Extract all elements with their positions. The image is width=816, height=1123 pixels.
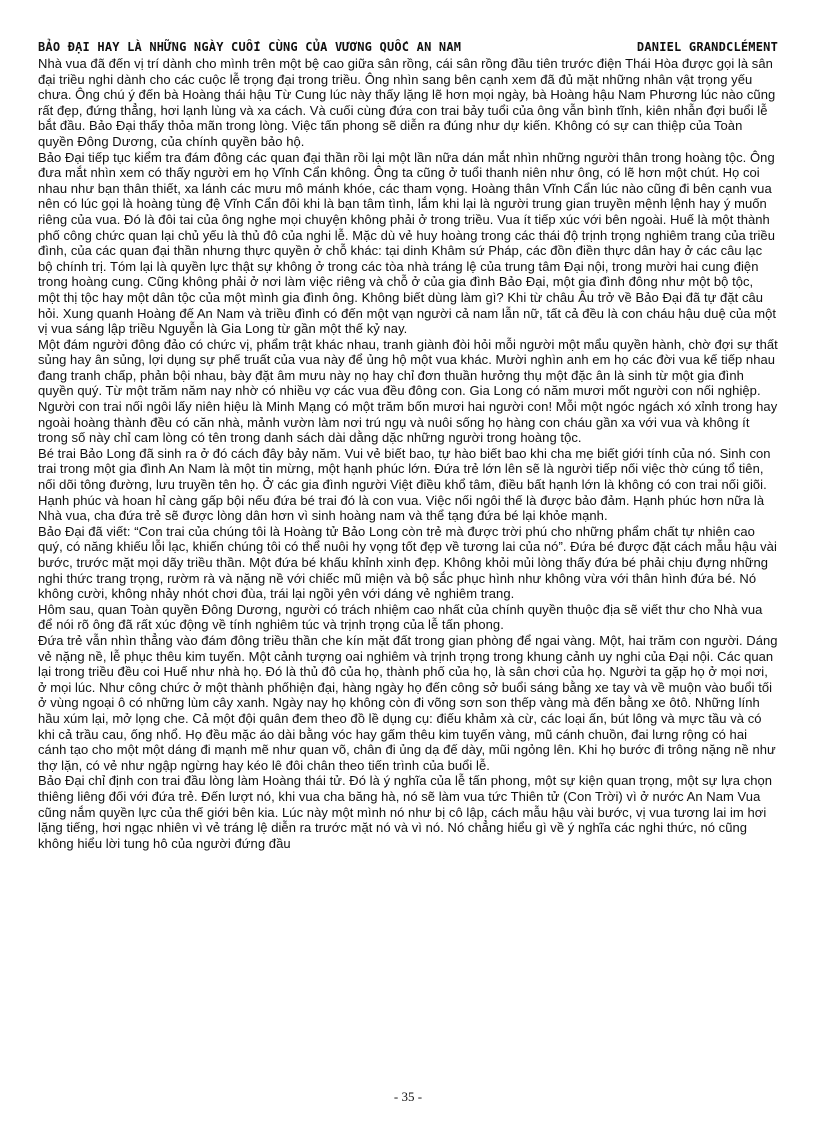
page-number: - 35 - — [393, 1089, 423, 1104]
document-page — [38, 40, 778, 1105]
header-author: DANIEL GRANDCLÉMENT — [636, 40, 778, 54]
running-header — [38, 40, 778, 55]
paragraph: Bảo Đại chỉ định con trai đầu lòng làm Hoàng thái tử. Đó là ý nghĩa của lễ tấn phong, một sự kiện quan trọng, một sự lựa chọn thiêng liêng đối với đứa trẻ. Đến lượt nó, khi vua cha băng hà, nó sẽ làm vua tức Thiên tử (Con Trời) vì ở nước An Nam Vua cũng nắm quyền lực của thế giới bên kia. Lúc này một mình nó như bị cô lập, cách mẫu hậu vài bước, vị vua tương lai im hơi lặng tiếng, hơi ngạc nhiên vì vẻ tráng lệ diễn ra trước mặt nó và vì nó. Nó chẳng hiểu gì về ý nghĩa các nghi thức, nó cũng không hiểu lời tung hô của người đứng đầu — [38, 773, 773, 851]
body-text — [38, 56, 778, 851]
paragraph: Một đám người đông đảo có chức vị, phẩm trật khác nhau, tranh giành đòi hỏi mỗi người một mẩu quyền hành, chờ đợi sự thất sủng hay ân sủng, lợi dụng sự phế truất của vua này để ủng hộ một vua khác. Mười nghìn anh em họ các đời vua kế tiếp nhau đang tranh chấp, phản bội nhau, bày đặt âm mưu này nọ hay chỉ đơn thuần hưởng thụ một đặc ân là sinh từ một gia đình quyền quý. Từ một trăm năm nay nhờ có nhiều vợ các vua đều đông con. Gia Long có năm mươi mốt người con nối nghiệp. Người con trai nối ngôi lấy niên hiệu là Minh Mạng có một trăm bốn mươi hai người con! Mỗi một ngóc ngách xó xỉnh trong hay ngoài hoàng thành đều có căn nhà, mảnh vườn làm nơi trú ngụ và nuôi sống họ hàng con cháu gần xa với vua và không ít trong số này chỉ cam lòng có tên trong danh sách dài dằng dặc những người trong hoàng tộc. — [38, 336, 778, 446]
paragraph: Bảo Đại tiếp tục kiểm tra đám đông các quan đại thần rồi lại một lần nữa dán mắt nhìn những người thân trong hoàng tộc. Ông đưa mắt nhìn xem có thấy người em họ Vĩnh Cẩn không. Ông ta cũng ở tuổi thanh niên như ông, có lẽ hơn một chút. Họ coi nhau như bạn thân thiết, xa lánh các mưu mô mánh khóe, các tham vọng. Hoàng thân Vĩnh Cẩn lúc nào cũng đi bên cạnh vua nên có lúc gọi là hoàng tùng đệ Vĩnh Cẩn đôi khi là bạn tâm tình, lắm khi lại là người trung gian truyền mệnh lệnh hay ý muốn riêng của vua. Đó là đôi tai của ông nghe mọi chuyện không phải ở trong triều. Vua ít tiếp xúc với bên ngoài. Huế là một thành phố công chức quan lại chủ yếu là thủ đô của nghi lễ. Mặc dù vẻ huy hoàng trong các thái độ trịnh trọng nghiêm trang của triều đình, của các quan đại thần nhưng thực quyền ở chỗ khác: tại dinh Khâm sứ Pháp, các đồn điền thực dân hay ở các câu lạc bộ chính trị. Tóm lại là quyền lực thật sự không ở trong các tòa nhà tráng lệ của trung tâm Đại nội, trong mười hai cung điện trong hoàng cung. Cũng không phải ở nơi làm việc riêng và chỗ ở của gia đình Bảo Đại, một gia đình đông như một bộ tộc, một thị tộc hay một dân tộc của một mình gia đình ông. Không biết dùng làm gì? Khi từ châu Âu trở về Bảo Đại đã tự đặt câu hỏi. Xung quanh Hoàng đế An Nam và triều đình có đến một vạn người cả nam lẫn nữ, tất cả đều là con cháu hậu duệ của một vị vua sáng lập triều Nguyễn là Gia Long từ gần một thế kỷ nay. — [38, 149, 777, 337]
paragraph: Bé trai Bảo Long đã sinh ra ở đó cách đây bảy năm. Vui vẻ biết bao, tự hào biết bao khi cha mẹ biết giới tính của nó. Sinh con trai trong một gia đình An Nam là một tin mừng, một hạnh phúc lớn. Đứa trẻ lớn lên sẽ là người tiếp nối việc thờ cúng tổ tiên, nối dõi tông đường, lưu truyền tên họ. Ở các gia đình người Việt điều khổ tâm, điều bất hạnh lớn là không có con trai nối giõi. Hạnh phúc và hoan hỉ càng gấp bội nếu đứa bé trai đó là con vua. Việc nối ngôi thế là được bảo đảm. Hạnh phúc hơn nữa là Nhà vua, cha đứa trẻ sẽ được lòng dân hơn vì sinh hoàng nam và thể tạng đứa bé lại khỏe mạnh. — [38, 445, 771, 524]
paragraph: Bảo Đại đã viết: “Con trai của chúng tôi là Hoàng tử Bảo Long còn trẻ mà được trời phú cho những phẩm chất tự nhiên cao quý, có năng khiếu lỗi lạc, khiến chúng tôi có thể nuôi hy vọng tốt đẹp về tương lai của nó”. Đứa bé được đặt cách mẫu hậu vài bước, trước mặt mọi dãy triều thần. Một đứa bé khấu khỉnh xinh đẹp. Không khỏi mủi lòng thấy đứa bé phải chịu đựng những nghi thức trang trọng, rườm rà và nặng nề với chiếc mũ miện và bộ sắc phục hình như không vừa với thân hình đứa bé. Nó không cười, không nhảy nhót chơi đùa, trái lại ngồi yên với dáng vẻ nghiêm trang. — [38, 523, 777, 602]
paragraph: Đứa trẻ vẫn nhìn thẳng vào đám đông triều thần che kín mặt đất trong gian phòng để ngai vàng. Một, hai trăm con người. Dáng vẻ nặng nề, lễ phục thêu kim tuyến. Một cảnh tượng oai nghiêm và trịnh trọng trong khung cảnh uy nghi của Đại nội. Các quan lại trong triều đều coi Huế như nhà họ. Đó là thủ đô của họ, thành phố của họ, là sân chơi của họ. Người ta gặp họ ở mọi nơi, ở mọi lúc. Như công chức ở một thành phốhiện đại, hàng ngày họ đến công sở buổi sáng bằng xe tay và về muộn vào buổi tối ở vùng ngoại ô có những lùm cây xanh. Ngày nay họ không còn đi võng sơn son thếp vàng mà đến bằng xe ôtô. Những lính hầu xúm lại, mở lọng che. Cả một đội quân đem theo đồ lề dụng cụ: điếu khảm xà cừ, các loại ấn, bút lông và mực tầu và có khi cả trầu cau, ống nhổ. Họ đều mặc áo dài bằng vóc hay gấm thêu kim tuyến vàng, mũ cánh chuồn, đai lưng rộng có hai cánh tạo cho một một dáng đi mạnh mẽ như quan võ, chân đi ủng dạ đế dày, mũi ngỏng lên. Khi họ bước đi trông nặng nề như thợ lặn, có vẻ như ngập ngừng hay kéo lê đôi chân theo tiến trình của buổi lễ. — [38, 632, 778, 773]
header-title: BẢO ĐẠI HAY LÀ NHỮNG NGÀY CUỐI CÙNG CỦA VƯƠNG QUỐC AN NAM — [38, 40, 462, 54]
paragraph: Nhà vua đã đến vị trí dành cho mình trên một bệ cao giữa sân rồng, cái sân rồng đầu tiên trước điện Thái Hòa được gọi là sân đại triều nghi dành cho các cuộc lễ trọng đại trong triều. Ông nhìn sang bên cạnh xem đã đủ mặt những nhân vật trọng yếu chưa. Ông chú ý đến bà Hoàng thái hậu Từ Cung lúc này thấy lặng lẽ hơn mọi ngày, bà Hoàng hậu Nam Phương lúc nào cũng rất đẹp, đứng thẳng, hơi lạnh lùng và xa cách. Và cuối cùng đứa con trai bảy tuổi của ông vẫn bình tĩnh, kiên nhẫn đợi buổi lễ bắt đầu. Bảo Đại thấy thỏa mãn trong lòng. Việc tấn phong sẽ diễn ra đúng như dự kiến. Không có sự can thiệp của Toàn quyền Đông Dương, của chính quyền bảo hộ. — [38, 56, 776, 149]
paragraph: Hôm sau, quan Toàn quyền Đông Dương, người có trách nhiệm cao nhất của chính quyền thuộc địa sẽ viết thư cho Nhà vua để nói rõ ông đã rất xúc động về tính nghiêm túc và trịnh trọng của lễ tấn phong. — [38, 601, 763, 633]
